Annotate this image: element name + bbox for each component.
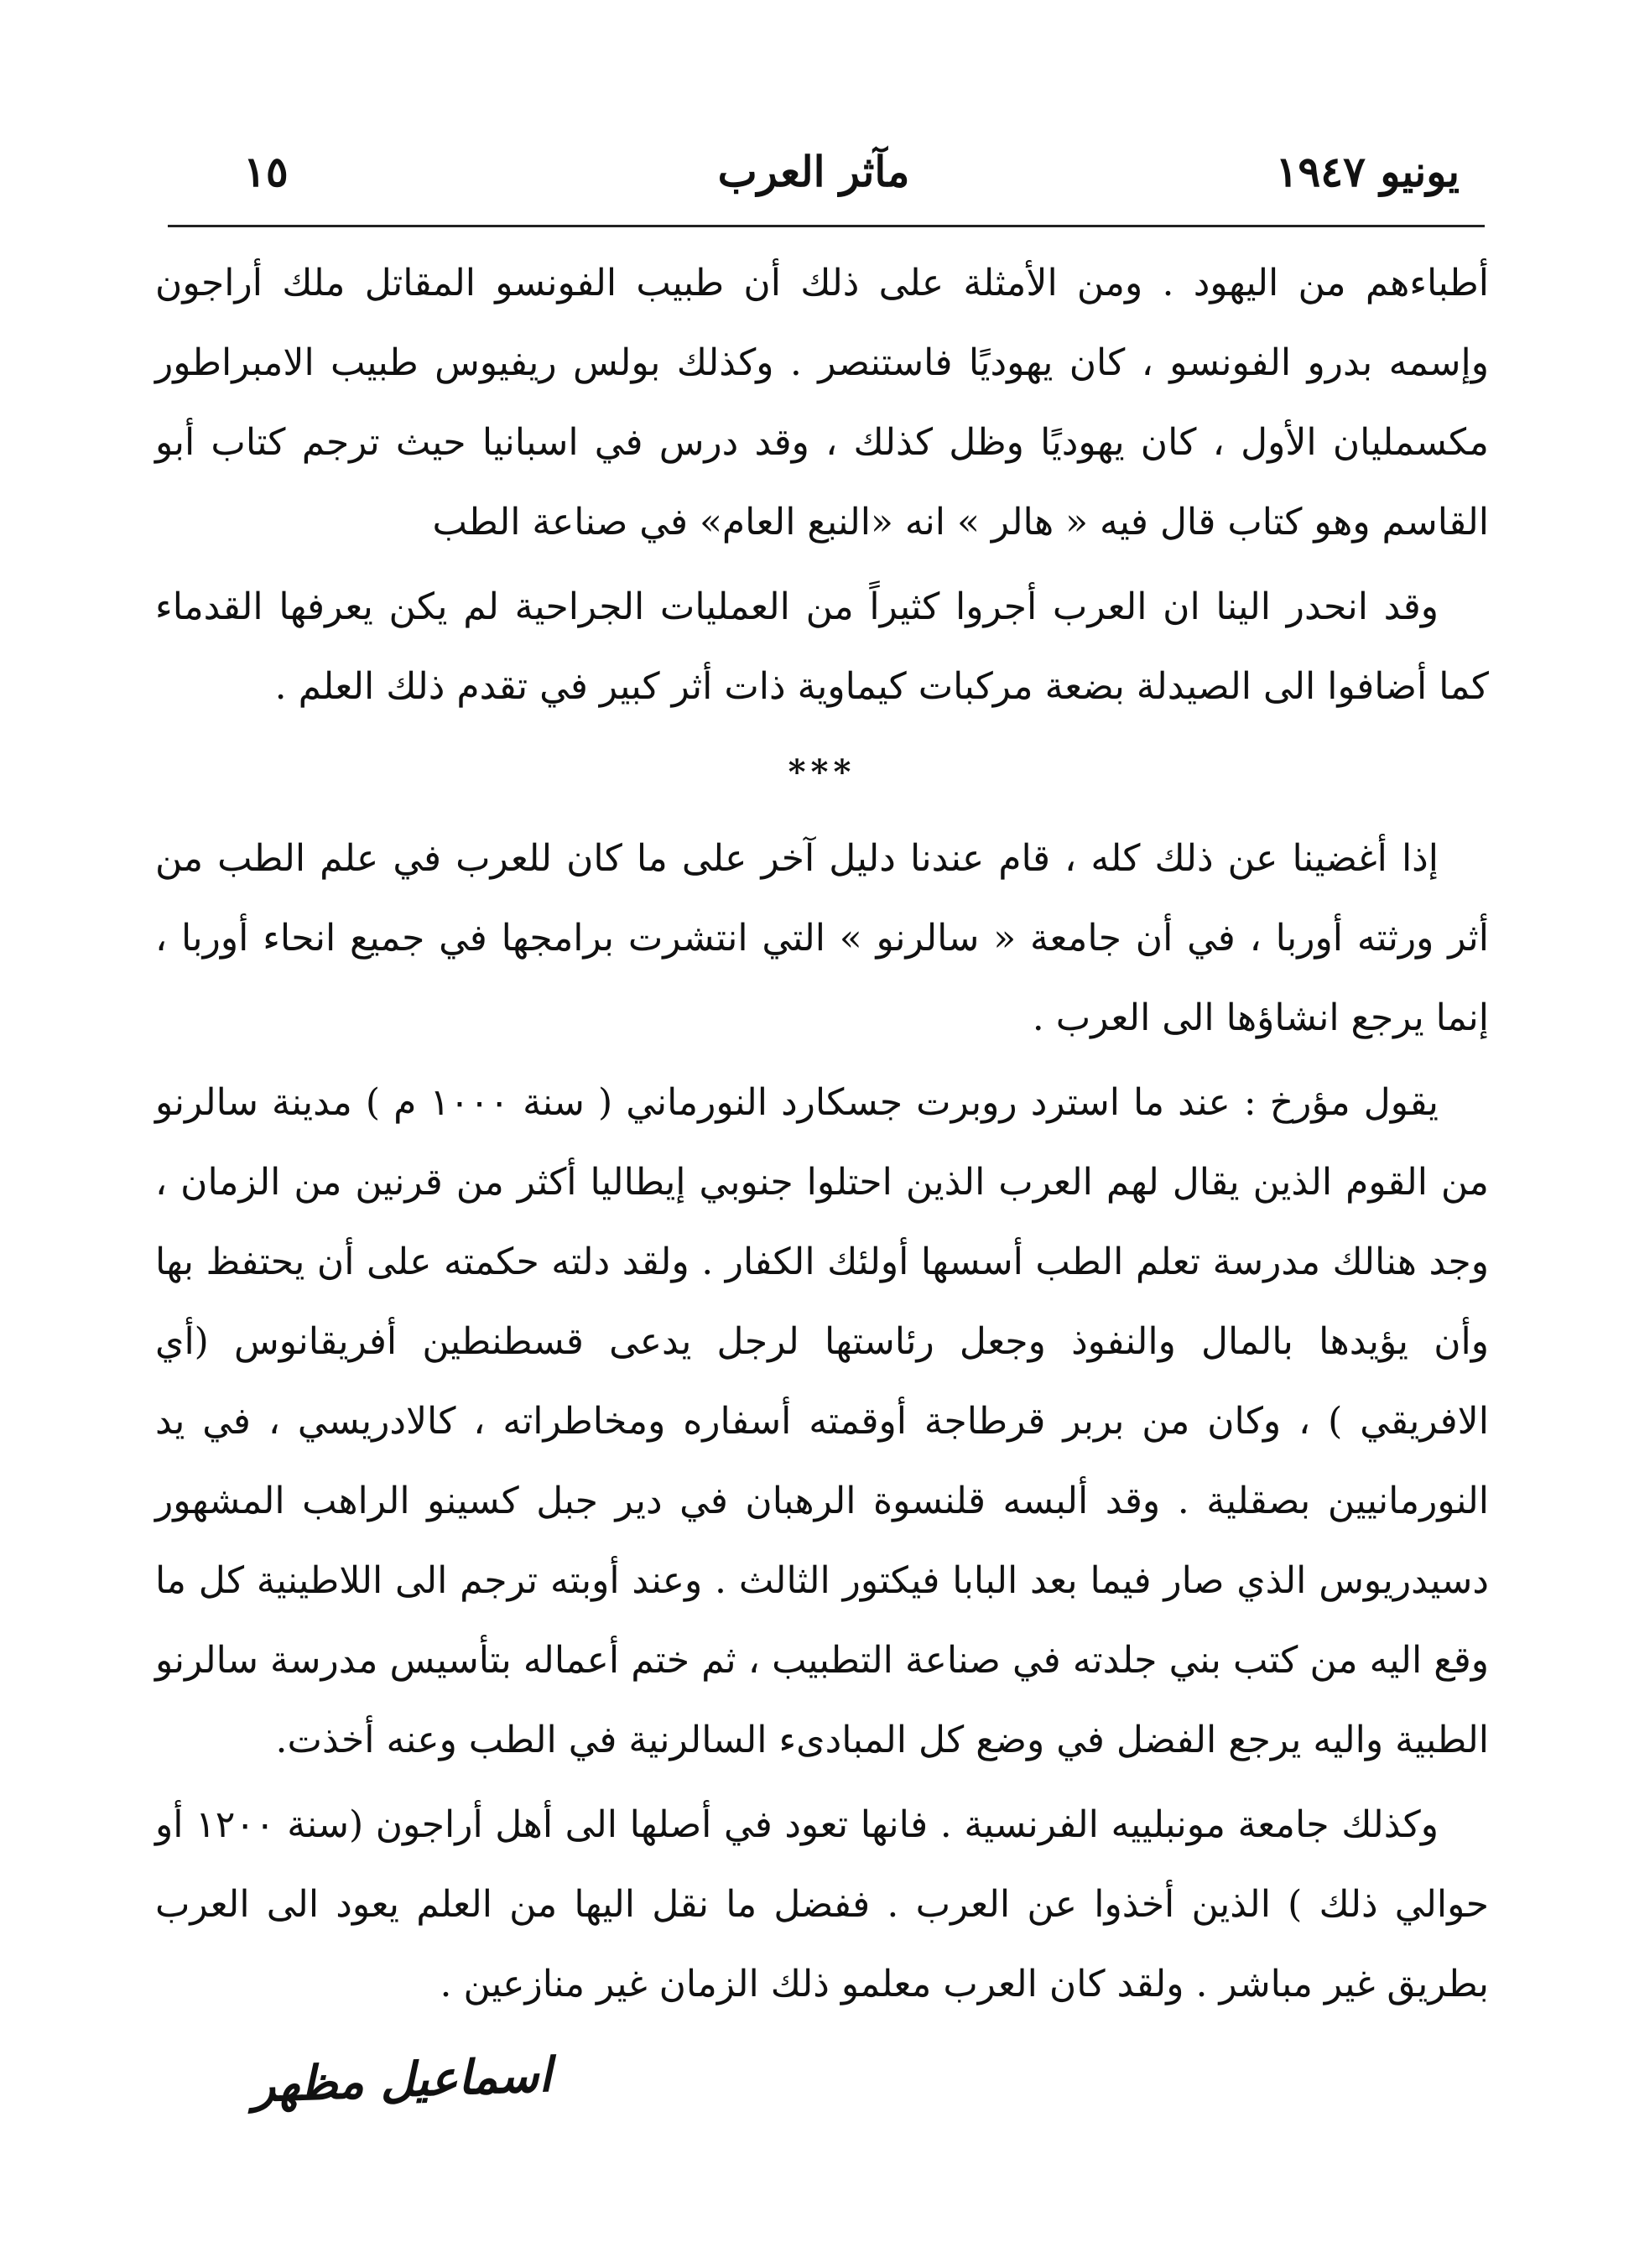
paragraph-2: وقد انحدر الينا ان العرب أجروا كثيراً من العمليات الجراحية لم يكن يعرفها القدماء كما أضافوا الى الصيدلة بضعة مركبات كيماوية ذات أثر كبير في تقدم ذلك العلم .: [155, 585, 1489, 708]
paragraph-1: أطباءهم من اليهود . ومن الأمثلة على ذلك أن طبيب الفونسو المقاتل ملك أراجون وإسمه بدرو الفونسو ، كان يهوديًا فاستنصر . وكذلك بولس ريفيوس طبيب الامبراطور مكسمليان الأول ، كان يهوديًا وظل كذلك ، وقد درس في اسبانيا حيث ترجم كتاب أبو القاسم وهو كتاب قال فيه « هالر » انه «النبع العام» في صناعة الطب: [155, 262, 1489, 544]
paragraph-3: إذا أغضينا عن ذلك كله ، قام عندنا دليل آخر على ما كان للعرب في علم الطب من أثر ورثته أوربا ، في أن جامعة « سالرنو » التي انتشرت برامجها في جميع انحاء أوربا ، إنما يرجع انشاؤها الى العرب .: [155, 837, 1489, 1039]
article-body: [155, 243, 1489, 2024]
paragraph-4: يقول مؤرخ : عند ما استرد روبرت جسكارد النورماني ( سنة ١٠٠٠ م ) مدينة سالرنو من القوم الذين يقال لهم العرب الذين احتلوا جنوبي إيطاليا أكثر من قرنين من الزمان ، وجد هنالك مدرسة تعلم الطب أسسها أولئك الكفار . ولقد دلته حكمته على أن يحتفظ بها وأن يؤيدها بالمال والنفوذ وجعل رئاستها لرجل يدعى قسطنطين أفريقانوس (أي الافريقي ) ، وكان من بربر قرطاجة أوقمته أسفاره ومخاطراته ، كالادريسي ، في يد النورمانيين بصقلية . وقد ألبسه قلنسوة الرهبان في دير جبل كسينو الراهب المشهور دسيدريوس الذي صار فيما بعد البابا فيكتور الثالث . وعند أوبته ترجم الى اللاطينية كل ما وقع اليه من كتب بني جلدته في صناعة التطبيب ، ثم ختم أعماله بتأسيس مدرسة سالرنو الطبية واليه يرجع الفضل في وضع كل المبادىء السالرنية في الطب وعنه أخذت.: [155, 1081, 1489, 1761]
section-separator: ***: [788, 752, 856, 792]
paragraph-5: وكذلك جامعة مونبلييه الفرنسية . فانها تعود في أصلها الى أهل أراجون (سنة ١٢٠٠ أو حوالي ذلك ) الذين أخذوا عن العرب . ففضل ما نقل اليها من العلم يعود الى العرب بطريق غير مباشر . ولقد كان العرب معلمو ذلك الزمان غير منازعين .: [155, 1803, 1489, 2005]
header-title: مآثر العرب: [717, 147, 910, 196]
author-signature: اسماعيل مظهر: [252, 2047, 554, 2114]
running-header: [168, 143, 1460, 210]
header-date: يونيو ١٩٤٧: [1275, 147, 1460, 196]
header-divider: [168, 225, 1485, 227]
page-number: ١٥: [243, 147, 289, 196]
